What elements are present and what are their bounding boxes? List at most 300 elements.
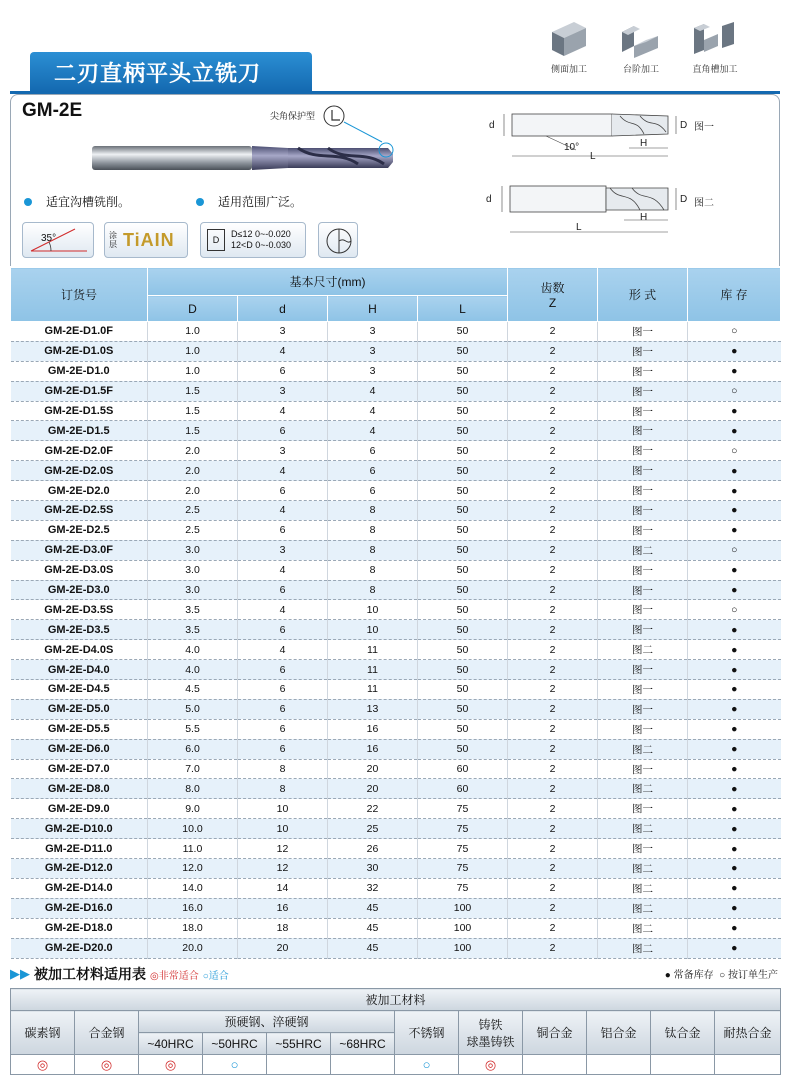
table-cell: ● [688, 859, 781, 879]
table-cell: 50 [418, 560, 508, 580]
table-cell: 75 [418, 799, 508, 819]
table-cell: 50 [418, 719, 508, 739]
table-cell: ● [688, 878, 781, 898]
op-side-milling [542, 18, 596, 75]
fig2-D-label: D [680, 194, 688, 205]
table-cell: 16.0 [148, 898, 238, 918]
table-cell: 50 [418, 481, 508, 501]
cross-section-icon [319, 223, 359, 259]
table-cell: 4 [328, 421, 418, 441]
table-cell: ○ [688, 600, 781, 620]
table-cell: 6 [238, 680, 328, 700]
table-cell: 图二 [598, 819, 688, 839]
materials-suitability-row [11, 1055, 781, 1075]
op-slot-milling [688, 18, 742, 75]
table-cell: 图一 [598, 520, 688, 540]
table-cell: 图一 [598, 481, 688, 501]
table-cell: ○ [688, 441, 781, 461]
col-D: D [148, 296, 238, 322]
table-cell: 图一 [598, 441, 688, 461]
table-cell: 4.5 [148, 680, 238, 700]
table-row [11, 819, 781, 839]
table-cell: 11.0 [148, 839, 238, 859]
table-cell: 75 [418, 878, 508, 898]
table-cell: 8 [328, 580, 418, 600]
table-cell: ● [688, 401, 781, 421]
table-cell: 图一 [598, 341, 688, 361]
table-row [11, 839, 781, 859]
table-cell: 4 [238, 560, 328, 580]
table-cell: GM-2E-D2.0F [11, 441, 148, 461]
table-cell: 100 [418, 918, 508, 938]
mat-copper: 铜合金 [523, 1011, 587, 1055]
mat-carbon-steel: 碳素钢 [11, 1011, 75, 1055]
suitability-mark: ◎ [139, 1055, 203, 1075]
table-cell: 10 [238, 799, 328, 819]
helix-angle-value: 35° [41, 233, 57, 244]
table-cell: 4 [238, 341, 328, 361]
table-row [11, 918, 781, 938]
table-cell: 2 [508, 361, 598, 381]
table-cell: 图一 [598, 699, 688, 719]
col-form: 形 式 [598, 268, 688, 322]
table-cell: 30 [328, 859, 418, 879]
table-cell: 2 [508, 918, 598, 938]
table-cell: 4 [238, 461, 328, 481]
table-cell: 5.5 [148, 719, 238, 739]
table-cell: GM-2E-D1.5S [11, 401, 148, 421]
table-cell: GM-2E-D3.0S [11, 560, 148, 580]
table-cell: ● [688, 461, 781, 481]
coating-prefix: 涂层 [109, 231, 117, 249]
table-cell: 1.0 [148, 341, 238, 361]
materials-group-header: 被加工材料 [11, 989, 781, 1011]
mat-alloy-steel: 合金钢 [75, 1011, 139, 1055]
table-cell: 2 [508, 699, 598, 719]
table-cell: 3 [238, 441, 328, 461]
table-cell: 6 [238, 660, 328, 680]
table-cell: 16 [328, 739, 418, 759]
table-cell: 4.0 [148, 640, 238, 660]
table-cell: 2 [508, 580, 598, 600]
table-cell: 8 [238, 779, 328, 799]
mat-hrc-55: ~55HRC [267, 1033, 331, 1055]
table-row [11, 322, 781, 342]
table-cell: 图一 [598, 680, 688, 700]
table-cell: 26 [328, 839, 418, 859]
table-row [11, 381, 781, 401]
table-row [11, 481, 781, 501]
table-cell: 图一 [598, 600, 688, 620]
table-row [11, 441, 781, 461]
table-cell: 50 [418, 361, 508, 381]
table-cell: 2 [508, 878, 598, 898]
table-cell: ● [688, 560, 781, 580]
table-cell: ● [688, 898, 781, 918]
table-cell: 3 [328, 322, 418, 342]
table-cell: ● [688, 759, 781, 779]
table-cell: 2.0 [148, 441, 238, 461]
table-row [11, 341, 781, 361]
table-cell: GM-2E-D12.0 [11, 859, 148, 879]
model-name: GM-2E [22, 100, 83, 121]
table-cell: 18.0 [148, 918, 238, 938]
table-row [11, 401, 781, 421]
table-cell: 3.0 [148, 560, 238, 580]
table-cell: GM-2E-D9.0 [11, 799, 148, 819]
table-cell: ● [688, 421, 781, 441]
feature-2: 适用范围广泛。 [196, 193, 302, 210]
table-cell: 3.0 [148, 540, 238, 560]
table-cell: 50 [418, 401, 508, 421]
fig1-L-label: L [590, 151, 596, 162]
table-cell: 8 [238, 759, 328, 779]
op-step-milling [614, 18, 668, 75]
fig1-d-label: d [489, 120, 495, 131]
table-row [11, 660, 781, 680]
table-cell: GM-2E-D1.0S [11, 341, 148, 361]
table-cell: 5.0 [148, 699, 238, 719]
table-cell: 4 [238, 501, 328, 521]
table-cell: 1.0 [148, 322, 238, 342]
table-cell: 50 [418, 501, 508, 521]
legend-suitable: ○适合 [202, 970, 229, 982]
table-cell: 2 [508, 620, 598, 640]
table-cell: GM-2E-D2.5S [11, 501, 148, 521]
table-cell: 图一 [598, 361, 688, 381]
bullet-icon [24, 198, 32, 206]
table-cell: 25 [328, 819, 418, 839]
table-cell: 6 [238, 719, 328, 739]
suitability-mark [715, 1055, 781, 1075]
table-cell: 60 [418, 779, 508, 799]
table-cell: 4 [328, 401, 418, 421]
table-cell: 2.5 [148, 520, 238, 540]
table-cell: 16 [328, 719, 418, 739]
table-cell: 60 [418, 759, 508, 779]
helix-angle-badge [22, 222, 94, 258]
fig1-D-label: D [680, 120, 688, 131]
table-cell: 3 [328, 341, 418, 361]
table-cell: 6 [238, 481, 328, 501]
table-cell: 45 [328, 918, 418, 938]
table-cell: 1.5 [148, 401, 238, 421]
table-cell: 图一 [598, 381, 688, 401]
legend-very-suitable: ◎非常适合 [150, 970, 199, 982]
table-cell: 10 [328, 620, 418, 640]
table-cell: 50 [418, 739, 508, 759]
table-cell: ● [688, 501, 781, 521]
table-cell: GM-2E-D18.0 [11, 918, 148, 938]
table-cell: 2 [508, 560, 598, 580]
table-cell: 2.0 [148, 481, 238, 501]
table-cell: ● [688, 699, 781, 719]
fig2-title: 图二 [694, 198, 714, 209]
suitability-mark: ○ [203, 1055, 267, 1075]
table-cell: 8 [328, 520, 418, 540]
mat-hrc-50: ~50HRC [203, 1033, 267, 1055]
table-cell: 8 [328, 501, 418, 521]
fig1-H-label: H [640, 138, 648, 149]
table-cell: 2 [508, 520, 598, 540]
table-cell: 图二 [598, 918, 688, 938]
table-cell: GM-2E-D3.0F [11, 540, 148, 560]
table-cell: 100 [418, 898, 508, 918]
table-cell: 图一 [598, 660, 688, 680]
table-cell: 22 [328, 799, 418, 819]
helix-angle-icon [23, 223, 95, 259]
table-cell: 2 [508, 600, 598, 620]
table-cell: 50 [418, 660, 508, 680]
table-cell: 20 [238, 938, 328, 958]
table-cell: 20 [328, 759, 418, 779]
coating-badge [104, 222, 188, 258]
table-cell: 图二 [598, 779, 688, 799]
table-cell: 50 [418, 322, 508, 342]
op-label: 台阶加工 [622, 64, 659, 74]
table-cell: 6 [238, 421, 328, 441]
table-cell: ● [688, 680, 781, 700]
table-cell: 50 [418, 381, 508, 401]
table-cell: ● [688, 341, 781, 361]
tool-image [88, 102, 408, 182]
table-cell: GM-2E-D4.5 [11, 680, 148, 700]
feature-1: 适宜沟槽铣削。 [24, 193, 130, 210]
coating-name: TiAIN [123, 229, 175, 250]
table-cell: ● [688, 520, 781, 540]
table-row [11, 878, 781, 898]
table-cell: 13 [328, 699, 418, 719]
table-cell: 1.5 [148, 421, 238, 441]
table-cell: 图一 [598, 759, 688, 779]
materials-title: 被加工材料适用表 [34, 966, 146, 982]
suitability-mark: ◎ [459, 1055, 523, 1075]
tolerance-line-1: D≤12 0~-0.020 [231, 229, 291, 239]
spec-table-body [11, 322, 781, 959]
col-stock: 库 存 [688, 268, 781, 322]
table-cell: 10 [238, 819, 328, 839]
table-cell: GM-2E-D11.0 [11, 839, 148, 859]
table-cell: GM-2E-D5.0 [11, 699, 148, 719]
table-cell: GM-2E-D2.0S [11, 461, 148, 481]
fig1-angle-label: 10° [564, 142, 580, 153]
table-cell: 3.0 [148, 580, 238, 600]
tolerance-badge [200, 222, 306, 258]
table-cell: ● [688, 660, 781, 680]
table-cell: 2 [508, 322, 598, 342]
table-cell: 2 [508, 401, 598, 421]
table-cell: 2 [508, 341, 598, 361]
table-row [11, 620, 781, 640]
table-cell: 2 [508, 660, 598, 680]
table-cell: 10.0 [148, 819, 238, 839]
table-cell: ○ [688, 381, 781, 401]
col-L: L [418, 296, 508, 322]
table-cell: ● [688, 620, 781, 640]
table-cell: 11 [328, 660, 418, 680]
table-cell: GM-2E-D3.5S [11, 600, 148, 620]
suitability-mark: ◎ [75, 1055, 139, 1075]
table-cell: 图一 [598, 719, 688, 739]
spec-table [10, 267, 781, 959]
table-cell: 图一 [598, 401, 688, 421]
table-row [11, 799, 781, 819]
table-cell: 2 [508, 381, 598, 401]
table-row [11, 759, 781, 779]
table-cell: GM-2E-D8.0 [11, 779, 148, 799]
table-cell: ● [688, 361, 781, 381]
col-teeth: 齿数 Z [508, 268, 598, 322]
table-cell: 2 [508, 819, 598, 839]
table-row [11, 540, 781, 560]
slot-milling-icon [690, 18, 740, 58]
table-cell: 图二 [598, 898, 688, 918]
table-cell: 4 [238, 640, 328, 660]
table-cell: 2 [508, 481, 598, 501]
table-row [11, 938, 781, 958]
table-row [11, 361, 781, 381]
table-cell: 20 [328, 779, 418, 799]
table-cell: 50 [418, 441, 508, 461]
table-cell: 图一 [598, 799, 688, 819]
table-cell: 50 [418, 540, 508, 560]
mat-aluminum: 铝合金 [587, 1011, 651, 1055]
table-cell: 1.0 [148, 361, 238, 381]
table-cell: 3 [238, 540, 328, 560]
table-cell: 2 [508, 799, 598, 819]
table-cell: 45 [328, 898, 418, 918]
table-row [11, 461, 781, 481]
table-cell: 75 [418, 859, 508, 879]
table-cell: 18 [238, 918, 328, 938]
suitability-mark [651, 1055, 715, 1075]
table-cell: 32 [328, 878, 418, 898]
table-cell: 2 [508, 461, 598, 481]
table-cell: 8 [328, 540, 418, 560]
table-cell: 75 [418, 819, 508, 839]
table-cell: 4 [238, 401, 328, 421]
table-cell: 2 [508, 839, 598, 859]
mat-hrc-68: ~68HRC [331, 1033, 395, 1055]
page-title: 二刃直柄平头立铣刀 [30, 52, 312, 92]
table-cell: 75 [418, 839, 508, 859]
mat-cast-iron: 铸铁 球墨铸铁 [459, 1011, 523, 1055]
table-cell: 图一 [598, 620, 688, 640]
table-cell: 6.0 [148, 739, 238, 759]
table-cell: 2 [508, 540, 598, 560]
end-profile-badge [318, 222, 358, 258]
table-cell: GM-2E-D4.0 [11, 660, 148, 680]
op-label: 直角槽加工 [692, 64, 738, 74]
table-cell: GM-2E-D14.0 [11, 878, 148, 898]
mat-hrc-40: ~40HRC [139, 1033, 203, 1055]
table-cell: GM-2E-D7.0 [11, 759, 148, 779]
table-cell: 50 [418, 341, 508, 361]
table-cell: GM-2E-D1.0 [11, 361, 148, 381]
table-row [11, 421, 781, 441]
table-cell: 11 [328, 640, 418, 660]
table-cell: 1.5 [148, 381, 238, 401]
table-cell: 8 [328, 560, 418, 580]
table-cell: 6 [238, 699, 328, 719]
fig1-title: 图一 [694, 122, 714, 133]
stock-legend [665, 966, 778, 981]
table-cell: 图一 [598, 421, 688, 441]
table-row [11, 779, 781, 799]
mat-heat-resistant: 耐热合金 [715, 1011, 781, 1055]
table-cell: 2.0 [148, 461, 238, 481]
side-milling-icon [546, 18, 592, 58]
table-cell: 16 [238, 898, 328, 918]
suitability-mark: ◎ [11, 1055, 75, 1075]
table-cell: ● [688, 839, 781, 859]
table-cell: 2 [508, 421, 598, 441]
table-cell: 12.0 [148, 859, 238, 879]
fig2-L-label: L [576, 222, 582, 233]
figure-2-drawing [484, 176, 694, 238]
table-cell: 45 [328, 938, 418, 958]
table-cell: ● [688, 938, 781, 958]
table-cell: 20.0 [148, 938, 238, 958]
table-cell: 2 [508, 640, 598, 660]
table-cell: GM-2E-D3.0 [11, 580, 148, 600]
table-cell: 3.5 [148, 620, 238, 640]
table-row [11, 719, 781, 739]
table-cell: 50 [418, 461, 508, 481]
suitability-mark [267, 1055, 331, 1075]
table-cell: 4 [238, 600, 328, 620]
table-cell: ● [688, 918, 781, 938]
suitability-mark [587, 1055, 651, 1075]
table-row [11, 680, 781, 700]
bullet-icon [196, 198, 204, 206]
table-cell: 6 [238, 620, 328, 640]
table-cell: GM-2E-D16.0 [11, 898, 148, 918]
table-cell: 4.0 [148, 660, 238, 680]
table-cell: ● [688, 481, 781, 501]
table-cell: 6 [238, 739, 328, 759]
fig2-d-label: d [486, 194, 492, 205]
table-cell: 50 [418, 620, 508, 640]
mat-titanium: 钛合金 [651, 1011, 715, 1055]
table-cell: 2 [508, 938, 598, 958]
table-cell: ● [688, 819, 781, 839]
table-cell: 50 [418, 421, 508, 441]
table-cell: 7.0 [148, 759, 238, 779]
table-cell: 50 [418, 520, 508, 540]
table-cell: 图二 [598, 878, 688, 898]
table-cell: 2 [508, 739, 598, 759]
table-cell: GM-2E-D10.0 [11, 819, 148, 839]
col-basic-dimensions: 基本尺寸(mm) [148, 268, 508, 296]
table-cell: 图二 [598, 739, 688, 759]
table-row [11, 501, 781, 521]
mat-stainless: 不锈钢 [395, 1011, 459, 1055]
table-cell: 6 [328, 461, 418, 481]
table-cell: 图一 [598, 839, 688, 859]
table-cell: 2 [508, 779, 598, 799]
op-label: 侧面加工 [550, 64, 587, 74]
table-cell: GM-2E-D1.0F [11, 322, 148, 342]
table-cell: 12 [238, 859, 328, 879]
table-cell: 6 [238, 580, 328, 600]
table-cell: ● [688, 640, 781, 660]
diameter-icon: D [207, 229, 225, 251]
table-cell: 图二 [598, 938, 688, 958]
table-cell: ● [688, 799, 781, 819]
table-cell: 图二 [598, 540, 688, 560]
table-cell: GM-2E-D20.0 [11, 938, 148, 958]
